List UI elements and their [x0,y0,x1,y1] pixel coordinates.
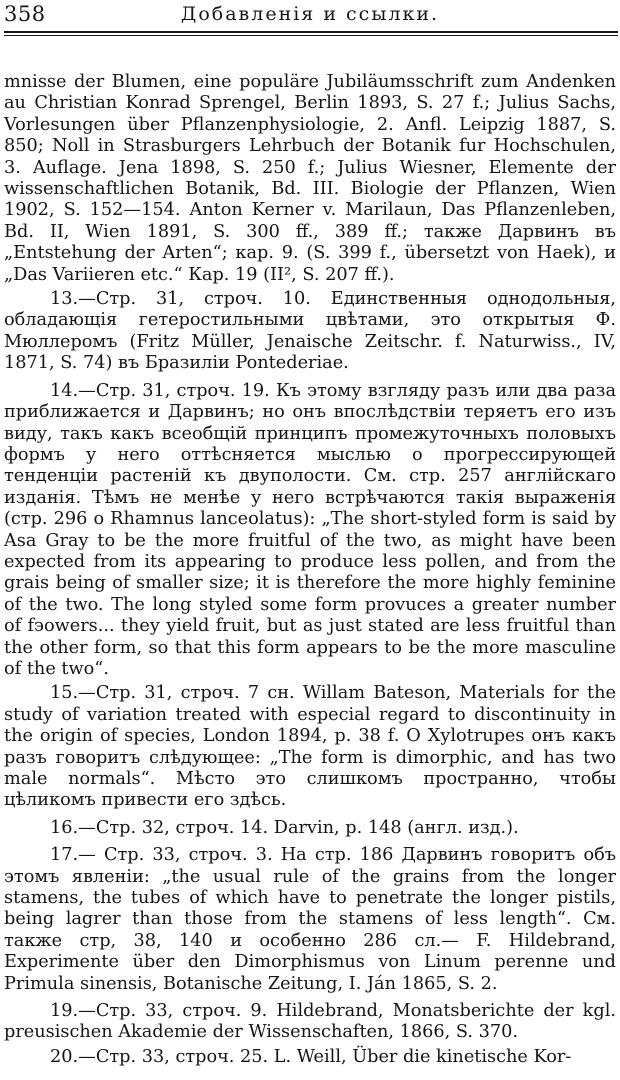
note-14: 14.—Стр. 31, строч. 19. Къ этому взгляду разъ или два раза приближается и Дарвинъ; но онъ впослѣдствіи теряетъ его изъ виду, такъ какъ всеобщій принципъ промежуточныхъ половыхъ формъ у него оттѣсняется мыслью о прогрессирующей тенденціи растеній къ двуполости. См. стр. 257 англійскаго изданія. Тѣмъ не менѣе у него встрѣчаются такія выраженія (стр. 296 о Rhamnus lanceolatus): „The short-styled form is said by Asa Gray to be the more fruitful of the two, as might have been expected from its appearing to produce less pollen, and from the grais being of smaller size; it is therefore the more highly feminine of the two. The long styled some form provuces a greater number of fэowers... they yield fruit, but as just stated are less fruitful than the other form, so that this form appears to be the more masculine of the two“. [4,380,616,679]
page-header [4,0,616,28]
page-body [4,72,616,1068]
paragraph-continuation: mnisse der Blumen, eine populäre Jubiläumsschrift zum Andenken au Christian Konrad Sprengel, Berlin 1893, S. 27 f.; Julius Sachs, Vorlesungen über Pflanzenphysiologie, 2. Anfl. Leipzig 1887, S. 850; Noll in Strasburgers Lehrbuch der Botanik fur Hochschulen, 3. Auflage. Jena 1898, S. 250 f.; Julius Wiesner, Elemente der wissenschaftlichen Botanik, Bd. III. Biologie der Pflanzen, Wien 1902, S. 152—154. Anton Kerner v. Marilaun, Das Pflanzenleben, Bd. II, Wien 1891, S. 300 ff., 389 ff.; также Дарвинъ въ „Entstehung der Arten“; кар. 9. (S. 399 f., übersetzt von Haek), и „Das Variieren etc.“ Кар. 19 (II², S. 207 ff.). [4,72,616,285]
running-head: Добавленія и ссылки. [180,3,440,25]
note-17: 17.— Стр. 33, строч. 3. На стр. 186 Дарвинъ говоритъ объ этомъ явленіи: „the usual rule of the grains from the longer stamens, the tubes of which have to penetrate the longer pistils, being lagrer than those from the stamens of less length“. См. также стр, 38, 140 и особенно 286 сл.— F. Hildebrand, Experimente über den Dimorphismus von Linum perenne und Primula sinensis, Botanische Zeitung, I. Ján 1865, S. 2. [4,845,616,994]
note-19: 19.—Стр. 33, строч. 9. Hildebrand, Monatsberichte der kgl. preusischen Akademie der Wissenschaften, 1866, S. 370. [4,1001,616,1043]
header-rule [4,31,618,33]
note-20: 20.—Стр. 33, строч. 25. L. Weill, Über die kinetische Kor- [50,1046,572,1067]
note-16: 16.—Стр. 32, строч. 14. Darvin, p. 148 (англ. изд.). [50,817,519,838]
note-13: 13.—Стр. 31, строч. 10. Единственныя однодольныя, обладающія гетеростильными цвѣтами, это открытыя Ф. Мюллеромъ (Fritz Müller, Jenaische Zeitschr. f. Naturwiss., IV, 1871, S. 74) въ Бразиліи Pontederiae. [4,289,616,374]
header-rule-thin [4,35,618,36]
note-15: 15.—Стр. 31, строч. 7 сн. Willam Bateson, Materials for the study of variation treated with especial regard to discontinuity in the origin of species, London 1894, p. 38 f. O Xylotrupes онъ какъ разъ говоритъ слѣдующее: „The form is dimorphic, and has two male normals“. Мѣсто это слишкомъ пространно, чтобы цѣликомъ привести его здѣсь. [4,683,616,811]
page-number: 358 [4,2,46,26]
